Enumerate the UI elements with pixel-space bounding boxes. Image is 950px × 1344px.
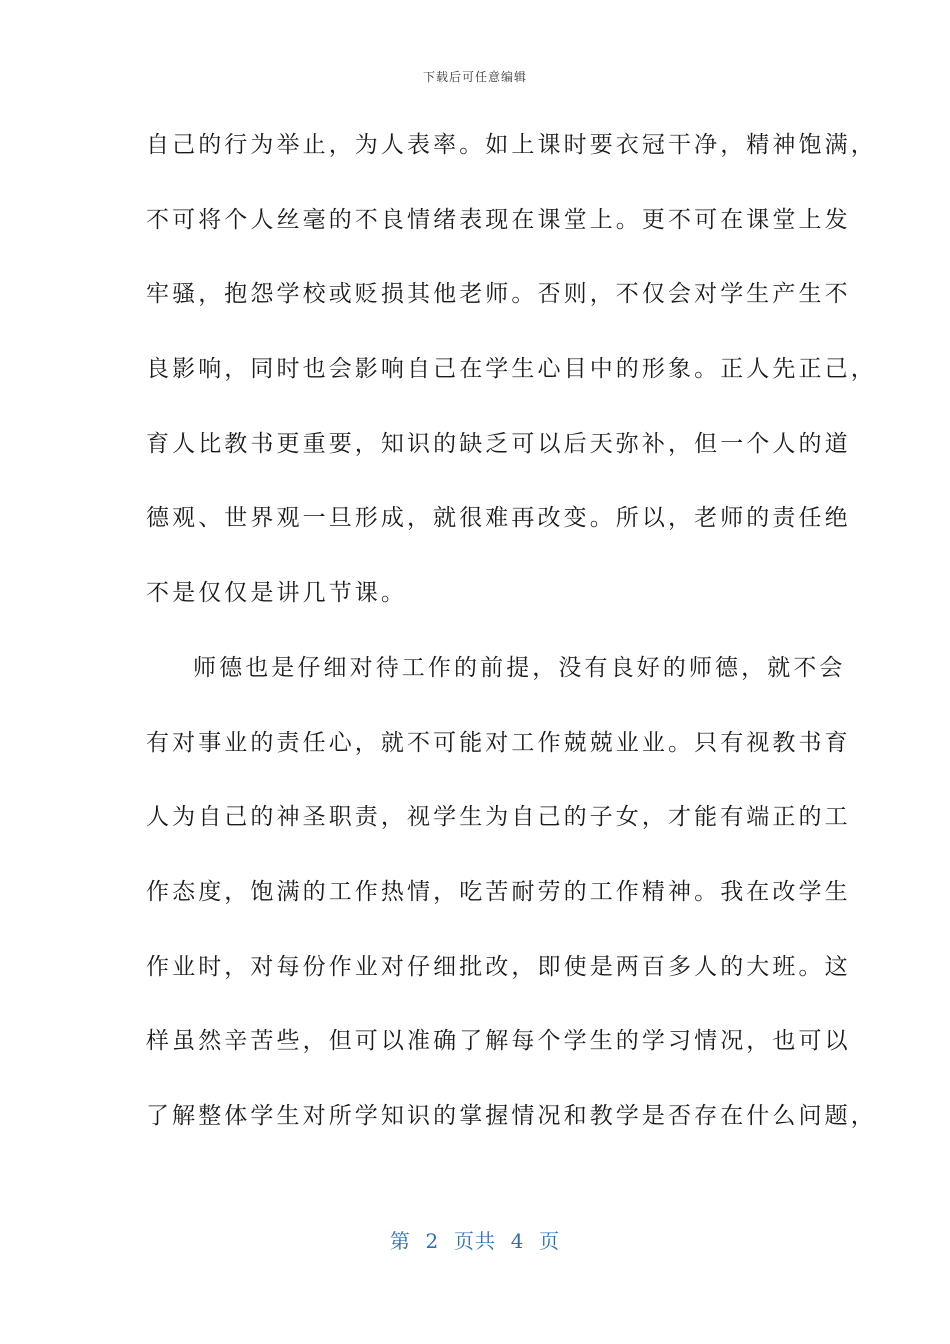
text-line: 德观、世界观一旦形成，就很难再改变。所以，老师的责任绝 [146,505,851,532]
text-line: 作业时，对每份作业对仔细批改，即使是两百多人的大班。这 [146,953,851,980]
paragraph-start-line: 师德也是仔细对待工作的前提，没有良好的师德，就不会 [193,654,846,681]
text-line: 育人比教书更重要，知识的缺乏可以后天弥补，但一个人的道 [146,430,851,457]
text-line: 良影响，同时也会影响自己在学生心目中的形象。正人先正己， [146,356,877,383]
text-line: 人为自己的神圣职责，视学生为自己的子女，才能有端正的工 [146,804,851,831]
text-line: 自己的行为举止，为人表率。如上课时要衣冠干净，精神饱满， [146,132,877,158]
text-line: 不可将个人丝毫的不良情绪表现在课堂上。更不可在课堂上发 [146,206,851,233]
header-note: 下载后可任意编辑 [422,70,527,84]
document-body [146,125,877,1171]
text-line: 样虽然辛苦些，但可以准确了解每个学生的学习情况，也可以 [146,1028,851,1055]
text-line: 不是仅仅是讲几节课。 [146,580,407,607]
text-line: 作态度，饱满的工作热情，吃苦耐劳的工作精神。我在改学生 [146,878,851,905]
text-line: 牢骚，抱怨学校或贬损其他老师。否则，不仅会对学生产生不 [146,281,851,308]
page-number: 第 2 页共 4 页 [389,1229,561,1253]
text-line: 了解整体学生对所学知识的掌握情况和教学是否存在什么问题， [146,1102,877,1129]
text-line: 有对事业的责任心，就不可能对工作兢兢业业。只有视教书育 [146,729,851,756]
